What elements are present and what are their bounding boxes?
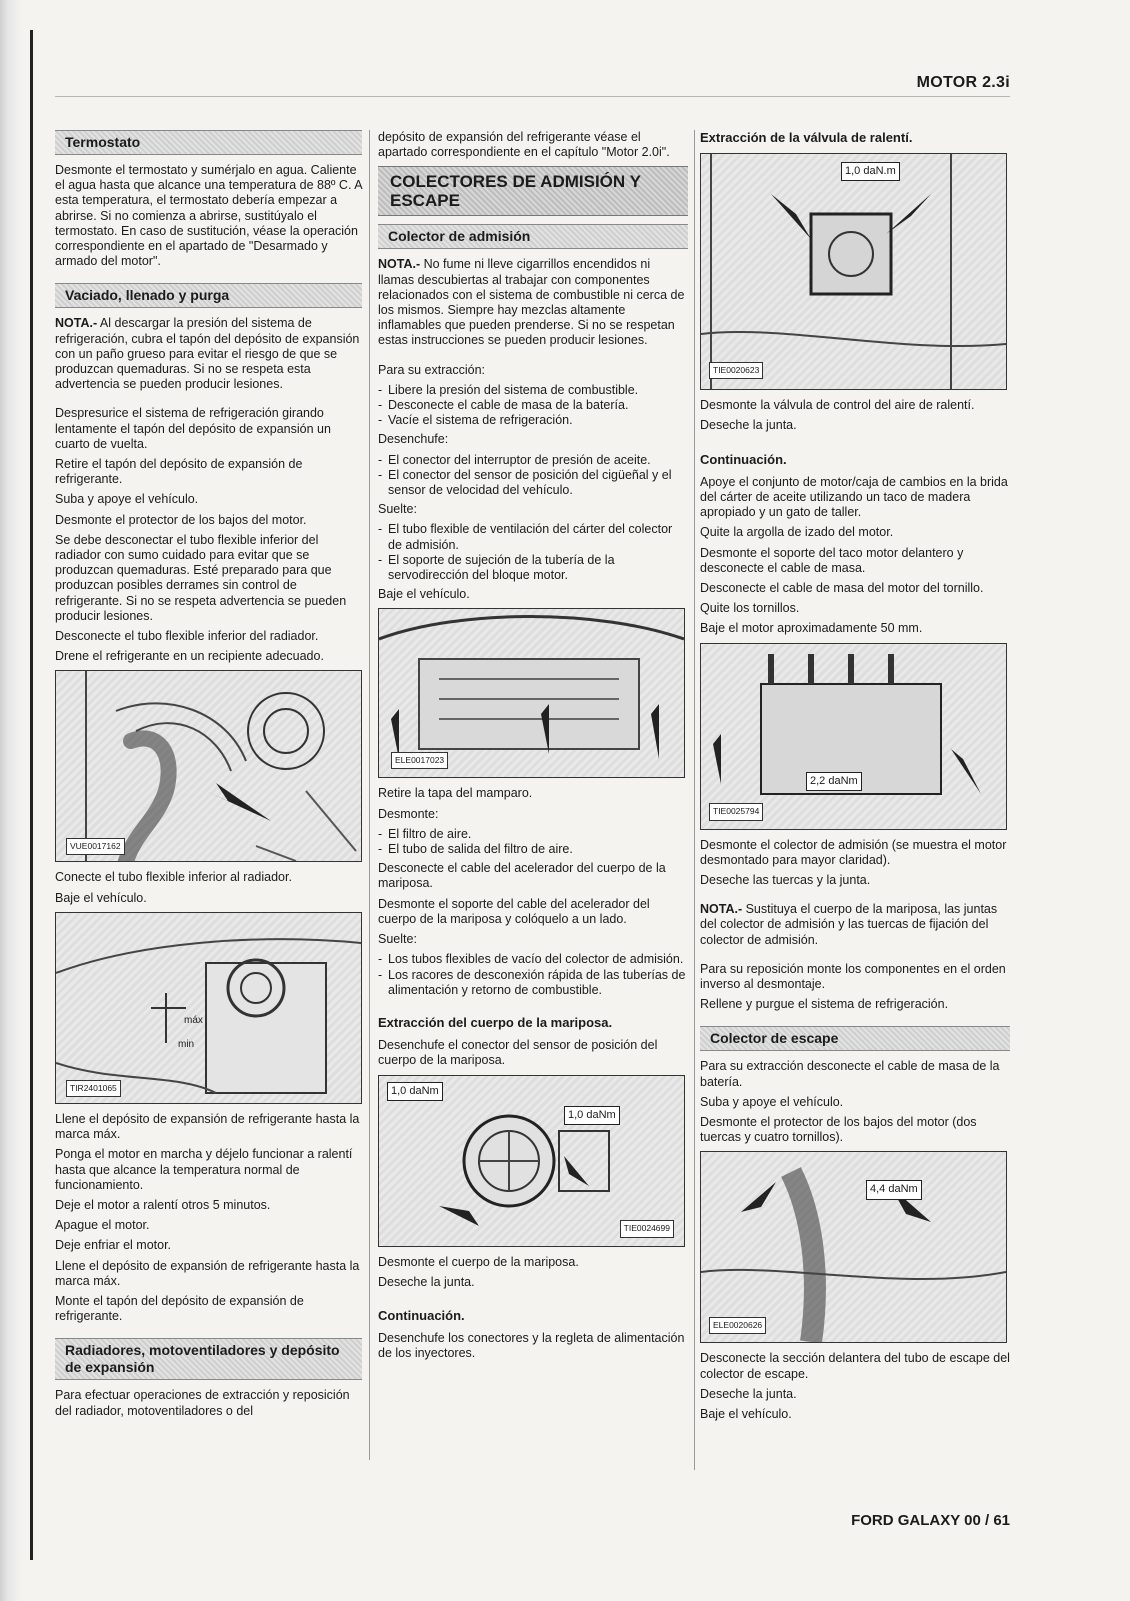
list-item: - El tubo de salida del filtro de aire. <box>378 842 688 857</box>
paragraph: Desmonte la válvula de control del aire de ralentí. <box>700 398 975 413</box>
subheading-valvula-ralenti: Extracción de la válvula de ralentí. <box>700 130 913 145</box>
subheading-mariposa: Extracción del cuerpo de la mariposa. <box>378 1014 613 1030</box>
figure-code: TIE0025794 <box>709 803 763 820</box>
paragraph: Desmonte el cuerpo de la mariposa. <box>378 1254 579 1269</box>
paragraph: Para su reposición monte los componentes en el orden inverso al desmontaje. <box>700 961 1006 992</box>
paragraph: Rellene y purgue el sistema de refrigeración. <box>700 997 949 1012</box>
list-item: - El filtro de aire. <box>378 827 688 842</box>
figure-engine-bay <box>378 608 685 778</box>
paragraph: Desmonte el soporte del cable del acelerador del cuerpo de la mariposa y colóquelo a un lado. <box>378 896 650 926</box>
step-list <box>378 453 688 499</box>
paragraph: Desmonte el termostato y sumérjalo en agua. Caliente el agua hasta que alcance una temperatura de 88º C. A esta temperatura, el termostato debería empezar a abrirse. Si no comienza a abrirse, sustitúyalo el termostato. En caso de sustitución, véase la operación correspondiente en el apartado de "Desarmado y armado del motor". <box>55 163 362 269</box>
list-item: - El conector del interruptor de presión de aceite. <box>378 453 688 468</box>
paragraph: Retire la tapa del mamparo. <box>378 786 533 801</box>
paragraph: Baje el vehículo. <box>378 587 470 602</box>
section-heading-vaciado: Vaciado, llenado y purga <box>55 283 362 308</box>
section-heading-colector-escape: Colector de escape <box>700 1026 1010 1051</box>
torque-label: 4,4 daNm <box>866 1180 922 1199</box>
paragraph: Quite los tornillos. <box>700 601 800 616</box>
figure-expansion-tank-drawing <box>56 913 361 1103</box>
paragraph: Desmonte el protector de los bajos del motor. <box>55 512 307 527</box>
paragraph: Para su extracción desconecte el cable de masa de la batería. <box>700 1059 1000 1089</box>
paragraph: Llene el depósito de expansión de refrigerante hasta la marca máx. <box>55 1258 360 1288</box>
figure-code: ELE0020626 <box>709 1317 766 1334</box>
note-paragraph <box>378 257 688 348</box>
paragraph: Para su extracción: <box>378 362 485 377</box>
figure-code: ELE0017023 <box>391 752 448 769</box>
min-mark-label: min <box>178 1038 195 1050</box>
paragraph: Apague el motor. <box>55 1218 150 1233</box>
middle-column <box>378 130 688 1367</box>
figure-exhaust-manifold <box>700 1151 1007 1343</box>
torque-label: 1,0 daN.m <box>841 162 900 181</box>
paragraph: Ponga el motor en marcha y déjelo funcionar a ralentí hasta que alcance la temperatura normal de funcionamiento. <box>55 1147 353 1192</box>
paragraph: Monte el tapón del depósito de expansión de refrigerante. <box>55 1293 304 1324</box>
paragraph: Suelte: <box>378 502 417 517</box>
list-item: - Libere la presión del sistema de combustible. <box>378 383 688 398</box>
paragraph: Llene el depósito de expansión de refrigerante hasta la marca máx. <box>55 1111 360 1142</box>
paragraph: Deseche la junta. <box>700 418 797 433</box>
chapter-heading: COLECTORES DE ADMISIÓN Y ESCAPE <box>378 166 688 216</box>
paragraph: Desmonte: <box>378 806 439 821</box>
note-text: No fume ni lleve cigarrillos encendidos ni llamas descubiertas al trabajar con componentes relacionados con el sistema de combustible ni cerca de los mismos. Siempre hay mezclas altamente inflamables que pueden prenderse. Si no se respetan estas instrucciones se pueden producir lesiones. <box>378 257 685 348</box>
section-heading-radiadores: Radiadores, motoventiladores y depósito de expansión <box>55 1338 362 1380</box>
section-heading-termostato: Termostato <box>55 130 362 155</box>
step-list <box>378 383 688 429</box>
figure-throttle-body <box>378 1075 685 1247</box>
figure-code: TIE0020623 <box>709 362 763 379</box>
paragraph: Desmonte el colector de admisión (se muestra el motor desmontado para mayor claridad). <box>700 837 1007 867</box>
paragraph: Desconecte el cable del acelerador del cuerpo de la mariposa. <box>378 861 666 891</box>
paragraph: Desconecte el cable de masa del motor del tornillo. <box>700 581 984 596</box>
paragraph: Desconecte la sección delantera del tubo de escape del colector de escape. <box>700 1351 1010 1381</box>
list-item: - Vacíe el sistema de refrigeración. <box>378 413 688 428</box>
figure-expansion-tank <box>55 912 362 1104</box>
paragraph: Suelte: <box>378 932 417 947</box>
paragraph: Conecte el tubo flexible inferior al radiador. <box>55 870 292 885</box>
paragraph: Desenchufe: <box>378 432 449 447</box>
list-item: - El soporte de sujeción de la tubería de la servodirección del bloque motor. <box>378 553 688 583</box>
paragraph: Baje el vehículo. <box>55 890 147 905</box>
paragraph: Deje enfriar el motor. <box>55 1238 172 1253</box>
paragraph: Drene el refrigerante en un recipiente adecuado. <box>55 649 324 664</box>
list-item: - Los tubos flexibles de vacío del colector de admisión. <box>378 952 688 967</box>
torque-label: 1,0 daNm <box>387 1082 443 1101</box>
figure-idle-valve-drawing <box>701 154 1006 389</box>
subheading-continuacion: Continuación. <box>700 451 787 467</box>
figure-code: TIE0024699 <box>620 1220 674 1237</box>
paragraph: Suba y apoye el vehículo. <box>700 1094 844 1109</box>
paragraph: Baje el motor aproximadamente 50 mm. <box>700 621 923 636</box>
note-paragraph <box>55 316 362 392</box>
paragraph: Desmonte el soporte del taco motor delantero y desconecte el cable de masa. <box>700 545 964 575</box>
figure-exhaust-manifold-drawing <box>701 1152 1006 1342</box>
torque-label: 1,0 daNm <box>564 1106 620 1125</box>
step-list <box>378 952 688 998</box>
paragraph: Deseche la junta. <box>700 1386 797 1401</box>
figure-radiator-hose-drawing <box>56 671 361 861</box>
figure-radiator-hose <box>55 670 362 862</box>
paragraph: Apoye el conjunto de motor/caja de cambios en la brida del cárter de aceite utilizando un taco de madera apropiado y un gato de taller. <box>700 474 1008 520</box>
paragraph: Deje el motor a ralentí otros 5 minutos. <box>55 1197 271 1212</box>
paragraph: Despresurice el sistema de refrigeración girando lentamente el tapón del depósito de expansión un cuarto de vuelta. <box>55 406 331 451</box>
figure-code: TIR2401065 <box>66 1080 121 1097</box>
paragraph: Desenchufe el conector del sensor de posición del cuerpo de la mariposa. <box>378 1038 658 1068</box>
figure-intake-manifold <box>700 643 1007 830</box>
paragraph: Para efectuar operaciones de extracción y reposición del radiador, motoventiladores o del <box>55 1388 350 1418</box>
paragraph: Desmonte el protector de los bajos del motor (dos tuercas y cuatro tornillos). <box>700 1115 977 1145</box>
torque-label: 2,2 daNm <box>806 772 862 791</box>
figure-intake-manifold-drawing <box>701 644 1006 829</box>
note-label: NOTA.- <box>55 316 98 331</box>
note-text: Sustituya el cuerpo de la mariposa, las juntas del colector de admisión y las tuercas de fijación del colector de admisión. <box>700 902 998 947</box>
figure-code: VUE0017162 <box>66 838 125 855</box>
subheading-continuacion: Continuación. <box>378 1307 465 1323</box>
paragraph: Se debe desconectar el tubo flexible inferior del radiador con sumo cuidado para evitar que se produzcan quemaduras. Esté preparado para que produzcan posibles derrames sin control de refrigerante. Si no se respeta advertencia se pueden producir lesiones. <box>55 532 347 623</box>
paragraph: Deseche las tuercas y la junta. <box>700 873 871 888</box>
step-list <box>378 827 688 857</box>
step-list <box>378 522 688 583</box>
left-column <box>55 130 362 1424</box>
note-label: NOTA.- <box>378 257 421 272</box>
paragraph: Suba y apoye el vehículo. <box>55 492 199 507</box>
paragraph: Desenchufe los conectores y la regleta de alimentación de los inyectores. <box>378 1331 685 1361</box>
note-paragraph <box>700 902 1010 948</box>
paragraph: Quite la argolla de izado del motor. <box>700 525 894 540</box>
paragraph: Desconecte el tubo flexible inferior del radiador. <box>55 629 319 644</box>
list-item: - Desconecte el cable de masa de la batería. <box>378 398 688 413</box>
note-label: NOTA.- <box>700 902 743 917</box>
paragraph: Retire el tapón del depósito de expansión de refrigerante. <box>55 457 303 487</box>
scan-binding-edge <box>0 0 22 1601</box>
right-column <box>700 130 1010 1427</box>
column-divider <box>694 130 695 1470</box>
list-item: - Los racores de desconexión rápida de las tuberías de alimentación y retorno de combustible. <box>378 968 688 998</box>
section-heading-colector-admision: Colector de admisión <box>378 224 688 249</box>
paragraph: depósito de expansión del refrigerante véase el apartado correspondiente en el capítulo "Motor 2.0i". <box>378 130 670 160</box>
list-item: - El conector del sensor de posición del cigüeñal y el sensor de velocidad del vehículo. <box>378 468 688 498</box>
max-mark-label: máx <box>184 1014 203 1026</box>
list-item: - El tubo flexible de ventilación del cárter del colector de admisión. <box>378 522 688 552</box>
page-header-title: MOTOR 2.3i <box>916 74 1010 91</box>
note-text: Al descargar la presión del sistema de refrigeración, cubra el tapón del depósito de expansión con un paño grueso para evitar el riesgo de que se produzcan quemaduras. Si no se respeta esta advertencia se pueden producir lesiones. <box>55 316 360 392</box>
figure-idle-valve <box>700 153 1007 390</box>
header-rule <box>55 96 1010 97</box>
page-footer: FORD GALAXY 00 / 61 <box>851 1512 1010 1529</box>
paragraph: Deseche la junta. <box>378 1274 475 1289</box>
column-divider <box>369 130 370 1460</box>
paragraph: Baje el vehículo. <box>700 1407 792 1422</box>
